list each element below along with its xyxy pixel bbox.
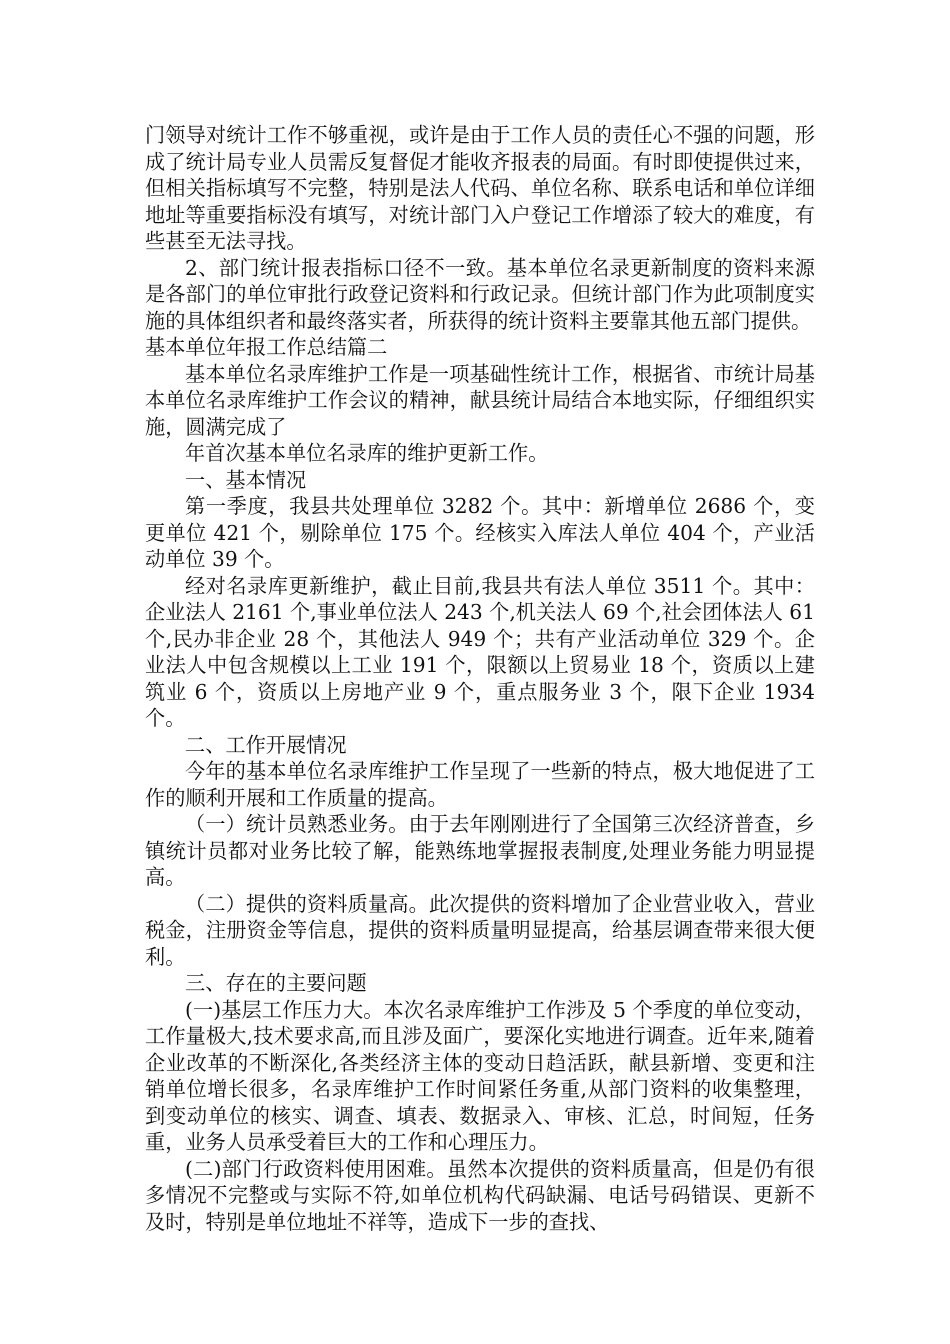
paragraph-point-1: （一）统计员熟悉业务。由于去年刚刚进行了全国第三次经济普查，乡镇统计员都对业务比较了解，能熟练地掌握报表制度,处理业务能力明显提高。: [145, 812, 815, 889]
paragraph-problem-2: (二)部门行政资料使用困难。虽然本次提供的资料质量高，但是仍有很多情况不完整或与实际不符,如单位机构代码缺漏、电话号码错误、更新不及时，特别是单位地址不祥等，造成下一步的查找、: [145, 1156, 815, 1234]
section-title: 基本单位年报工作总结篇二: [145, 335, 388, 359]
paragraph-item-2: 2、部门统计报表指标口径不一致。基本单位名录更新制度的资料来源是各部门的单位审批行政登记资料和行政记录。但统计部门作为此项制度实施的具体组织者和最终落实者，所获得的统计资料主要靠其他五部门提供。: [145, 255, 815, 333]
paragraph-point-2: （二）提供的资料质量高。此次提供的资料增加了企业营业收入，营业税金，注册资金等信息，提供的资料质量明显提高，给基层调查带来很大便利。: [145, 891, 815, 969]
document-body: [145, 122, 815, 1235]
paragraph-first-quarter: 第一季度，我县共处理单位 3282 个。其中：新增单位 2686 个，变更单位 421 个，剔除单位 175 个。经核实入库法人单位 404 个，产业活动单位 39 个。: [145, 494, 815, 571]
heading-work-progress: 二、工作开展情况: [185, 732, 347, 757]
paragraph-problem-1: (一)基层工作压力大。本次名录库维护工作涉及 5 个季度的单位变动，工作量极大,技术要求高,而且涉及面广，要深化实地进行调查。近年来,随着企业改革的不断深化,各类经济主体的变动日趋活跃，献县新增、变更和注销单位增长很多，名录库维护工作时间紧任务重,从部门资料的收集整理，到变动单位的核实、调查、填表、数据录入、审核、汇总，时间短，任务重，业务人员承受着巨大的工作和心理压力。: [145, 997, 815, 1154]
paragraph-intro: 基本单位名录库维护工作是一项基础性统计工作，根据省、市统计局基本单位名录库维护工作会议的精神，献县统计局结合本地实际，仔细组织实施，圆满完成了: [145, 361, 815, 439]
paragraph-new-features: 今年的基本单位名录库维护工作呈现了一些新的特点，极大地促进了工作的顺利开展和工作质量的提高。: [145, 759, 815, 810]
paragraph-unit-totals: 经对名录库更新维护，截止目前,我县共有法人单位 3511 个。其中：企业法人 2161 个,事业单位法人 243 个,机关法人 69 个,社会团体法人 61 个,民办非企业 28 个，其他法人 949 个；共有产业活动单位 329 个。企业法人中包含规模以上工业 191 个，限额以上贸易业 18 个，资质以上建筑业 6 个，资质以上房地产业 9 个，重点服务业 3 个，限下企业 1934 个。: [145, 573, 815, 730]
heading-main-problems: 三、存在的主要问题: [185, 971, 367, 995]
paragraph-intro-continued: 年首次基本单位名录库的维护更新工作。: [185, 441, 549, 465]
paragraph-continued: 门领导对统计工作不够重视，或许是由于工作人员的责任心不强的问题，形成了统计局专业人员需反复督促才能收齐报表的局面。有时即使提供过来，但相关指标填写不完整，特别是法人代码、单位名称、联系电话和单位详细地址等重要指标没有填写，对统计部门入户登记工作增添了较大的难度，有些甚至无法寻找。: [145, 123, 815, 253]
heading-basic-situation: 一、基本情况: [185, 467, 307, 492]
